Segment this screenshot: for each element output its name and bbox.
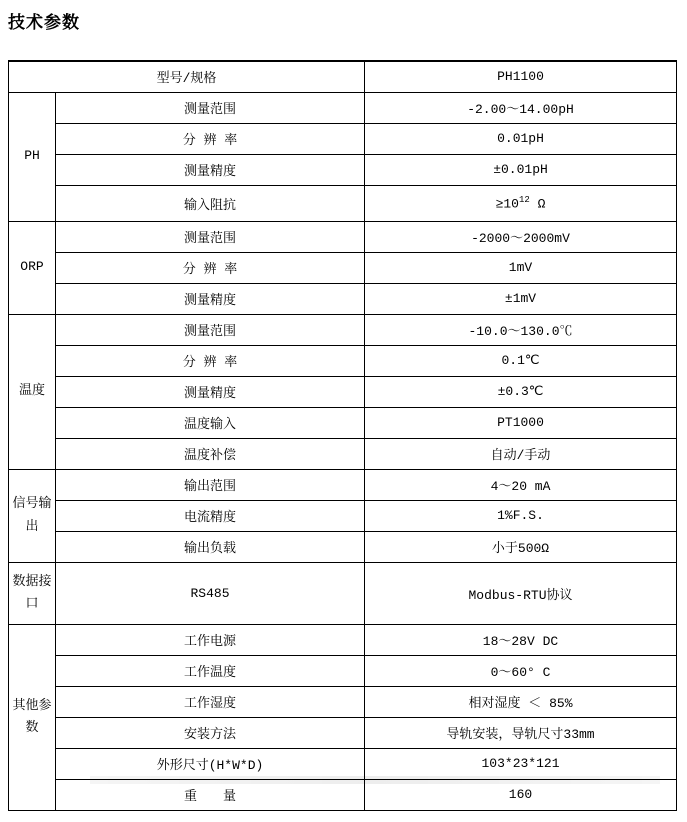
table-row — [9, 185, 677, 221]
table-row — [9, 407, 677, 438]
param-label-cell: 安装方法 — [56, 717, 365, 748]
table-row — [9, 283, 677, 314]
param-value-cell: ±0.3℃ — [365, 376, 677, 407]
param-value-cell — [365, 185, 677, 221]
table-row — [9, 92, 677, 123]
param-label-cell: 测量范围 — [56, 314, 365, 345]
table-row — [9, 655, 677, 686]
group-cell-temperature: 温度 — [9, 314, 56, 469]
param-value-cell: 导轨安装，导轨尺寸33mm — [365, 717, 677, 748]
table-row — [9, 123, 677, 154]
param-value-cell: 103*23*121 — [365, 748, 677, 779]
param-label-cell: 分 辨 率 — [56, 123, 365, 154]
param-label-cell: 测量精度 — [56, 154, 365, 185]
group-cell-orp: ORP — [9, 221, 56, 314]
param-value-cell: -2.00～14.00pH — [365, 92, 677, 123]
param-value-cell: 160 — [365, 779, 677, 810]
param-label-cell: 输入阻抗 — [56, 185, 365, 221]
table-row — [9, 345, 677, 376]
param-value-cell: 0.01pH — [365, 123, 677, 154]
table-row — [9, 624, 677, 655]
param-label-cell: 输出负载 — [56, 531, 365, 562]
value-superscript: 12 — [518, 194, 530, 205]
param-label-cell: 工作温度 — [56, 655, 365, 686]
table-row — [9, 252, 677, 283]
table-row — [9, 154, 677, 185]
param-value-cell: 0～60° C — [365, 655, 677, 686]
param-value-cell: Modbus-RTU协议 — [365, 562, 677, 624]
param-value-cell: -2000～2000mV — [365, 221, 677, 252]
header-value-cell: PH1100 — [365, 61, 677, 92]
page-title: 技术参数 — [8, 13, 80, 32]
param-value-cell: 自动/手动 — [365, 438, 677, 469]
param-label-cell: 测量精度 — [56, 283, 365, 314]
param-label-cell: 分 辨 率 — [56, 252, 365, 283]
param-label-cell: 电流精度 — [56, 500, 365, 531]
param-label-cell: 外形尺寸(H*W*D) — [56, 748, 365, 779]
param-value-cell: -10.0～130.0℃ — [365, 314, 677, 345]
param-label-cell: 输出范围 — [56, 469, 365, 500]
table-row — [9, 314, 677, 345]
param-label-cell: 测量范围 — [56, 221, 365, 252]
header-label-cell: 型号/规格 — [9, 61, 365, 92]
table-row — [9, 779, 677, 810]
param-value-cell: ±1mV — [365, 283, 677, 314]
table-row — [9, 469, 677, 500]
group-cell-ph: PH — [9, 92, 56, 221]
value-unit: Ω — [529, 196, 546, 212]
param-label-cell: 重 量 — [56, 779, 365, 810]
table-row — [9, 686, 677, 717]
param-value-cell: 4～20 mA — [365, 469, 677, 500]
table-row — [9, 531, 677, 562]
param-value-cell: 0.1℃ — [365, 345, 677, 376]
table-row — [9, 500, 677, 531]
param-label-cell: 工作电源 — [56, 624, 365, 655]
table-row — [9, 438, 677, 469]
param-label-cell: 测量范围 — [56, 92, 365, 123]
param-label-cell: 测量精度 — [56, 376, 365, 407]
table-row — [9, 717, 677, 748]
value-text: ≥10 — [495, 196, 519, 212]
param-value-cell: 18～28V DC — [365, 624, 677, 655]
table-row — [9, 376, 677, 407]
table-row — [9, 562, 677, 624]
param-value-cell: 相对湿度 ＜ 85% — [365, 686, 677, 717]
table-row — [9, 61, 677, 92]
param-label-cell: 温度输入 — [56, 407, 365, 438]
param-value-cell: ±0.01pH — [365, 154, 677, 185]
param-value-cell: 小于500Ω — [365, 531, 677, 562]
param-value-cell: 1%F.S. — [365, 500, 677, 531]
param-label-cell: 分 辨 率 — [56, 345, 365, 376]
group-cell-signal-output: 信号输出 — [9, 469, 56, 562]
table-row — [9, 748, 677, 779]
spec-table — [8, 60, 677, 811]
table-row — [9, 221, 677, 252]
param-label-cell: RS485 — [56, 562, 365, 624]
param-value-cell: 1mV — [365, 252, 677, 283]
param-label-cell: 工作湿度 — [56, 686, 365, 717]
param-value-cell: PT1000 — [365, 407, 677, 438]
param-label-cell: 温度补偿 — [56, 438, 365, 469]
group-cell-other-params: 其他参数 — [9, 624, 56, 810]
group-cell-data-interface: 数据接口 — [9, 562, 56, 624]
